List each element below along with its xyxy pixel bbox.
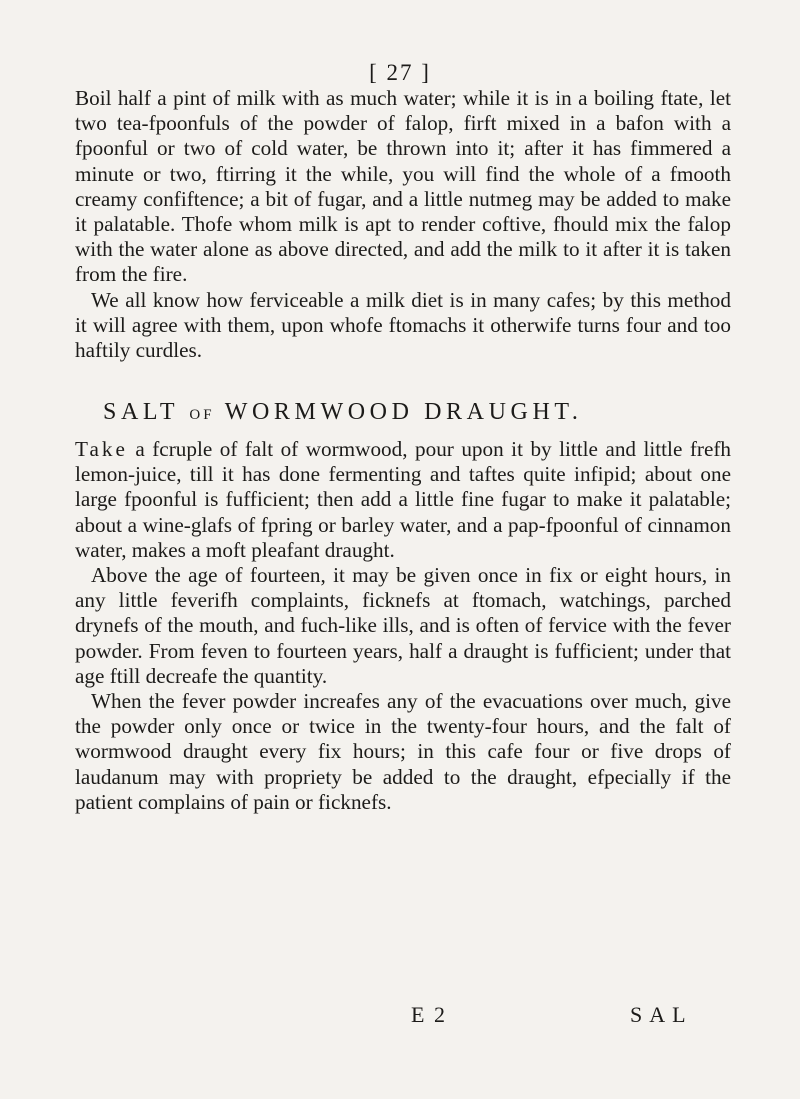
paragraph: We all know how ferviceable a milk diet is in many cafes; by this method it will agree with them, upon whofe ftomachs it otherwife turns four and too haftily curdles. xyxy=(75,287,731,363)
paragraph xyxy=(75,437,731,563)
section-heading xyxy=(103,399,723,426)
heading-word-salt: SALT xyxy=(103,399,179,425)
paragraph: Above the age of fourteen, it may be given once in fix or eight hours, in any little feverifh complaints, ficknefs at ftomach, watchings, parched drynefs of the mouth, and fuch-like ills, and is often of fervice with the fever powder. From feven to fourteen years, half a draught is fufficient; under that age ftill decreafe the quantity. xyxy=(75,563,731,688)
page-number: [ 27 ] xyxy=(369,60,431,85)
paragraph-text: a fcruple of falt of wormwood, pour upon it by little and little frefh lemon-juice, till it has done fermenting and taftes quite infipid; about one large fpoonful is fufficient; then add a little fine fugar to make it palatable; about a wine-glafs of fpring or barley water, and a pap-fpoonful of cinnamon water, makes a moft pleafant draught. xyxy=(75,437,731,562)
signature-mark: E 2 xyxy=(411,1002,447,1027)
heading-title-rest: WORMWOOD DRAUGHT. xyxy=(224,399,583,425)
catchword: SAL xyxy=(630,1002,693,1027)
wormwood-draught-section xyxy=(75,437,731,815)
lead-word: Take xyxy=(75,437,128,461)
heading-word-of: OF xyxy=(189,407,215,423)
paragraph: Boil half a pint of milk with as much water; while it is in a boiling ftate, let two tea-fpoonfuls of the powder of falop, firft mixed in a bafon with a fpoonful or two of cold water, be thrown into it; after it has fimmered a minute or two, ftirring it the while, you will find the whole of a fmooth creamy confiftence; a bit of fugar, and a little nutmeg may be added to make it palatable. Thofe whom milk is apt to render coftive, fhould mix the falop with the water alone as above directed, and add the milk to it after it is taken from the fire. xyxy=(75,86,731,287)
salop-recipe-section xyxy=(75,86,731,363)
paragraph: When the fever powder increafes any of the evacuations over much, give the powder only once or twice in the twenty-four hours, and the falt of wormwood draught every fix hours; in this cafe four or five drops of laudanum may with propriety be added to the draught, efpecially if the patient complains of pain or ficknefs. xyxy=(75,689,731,814)
